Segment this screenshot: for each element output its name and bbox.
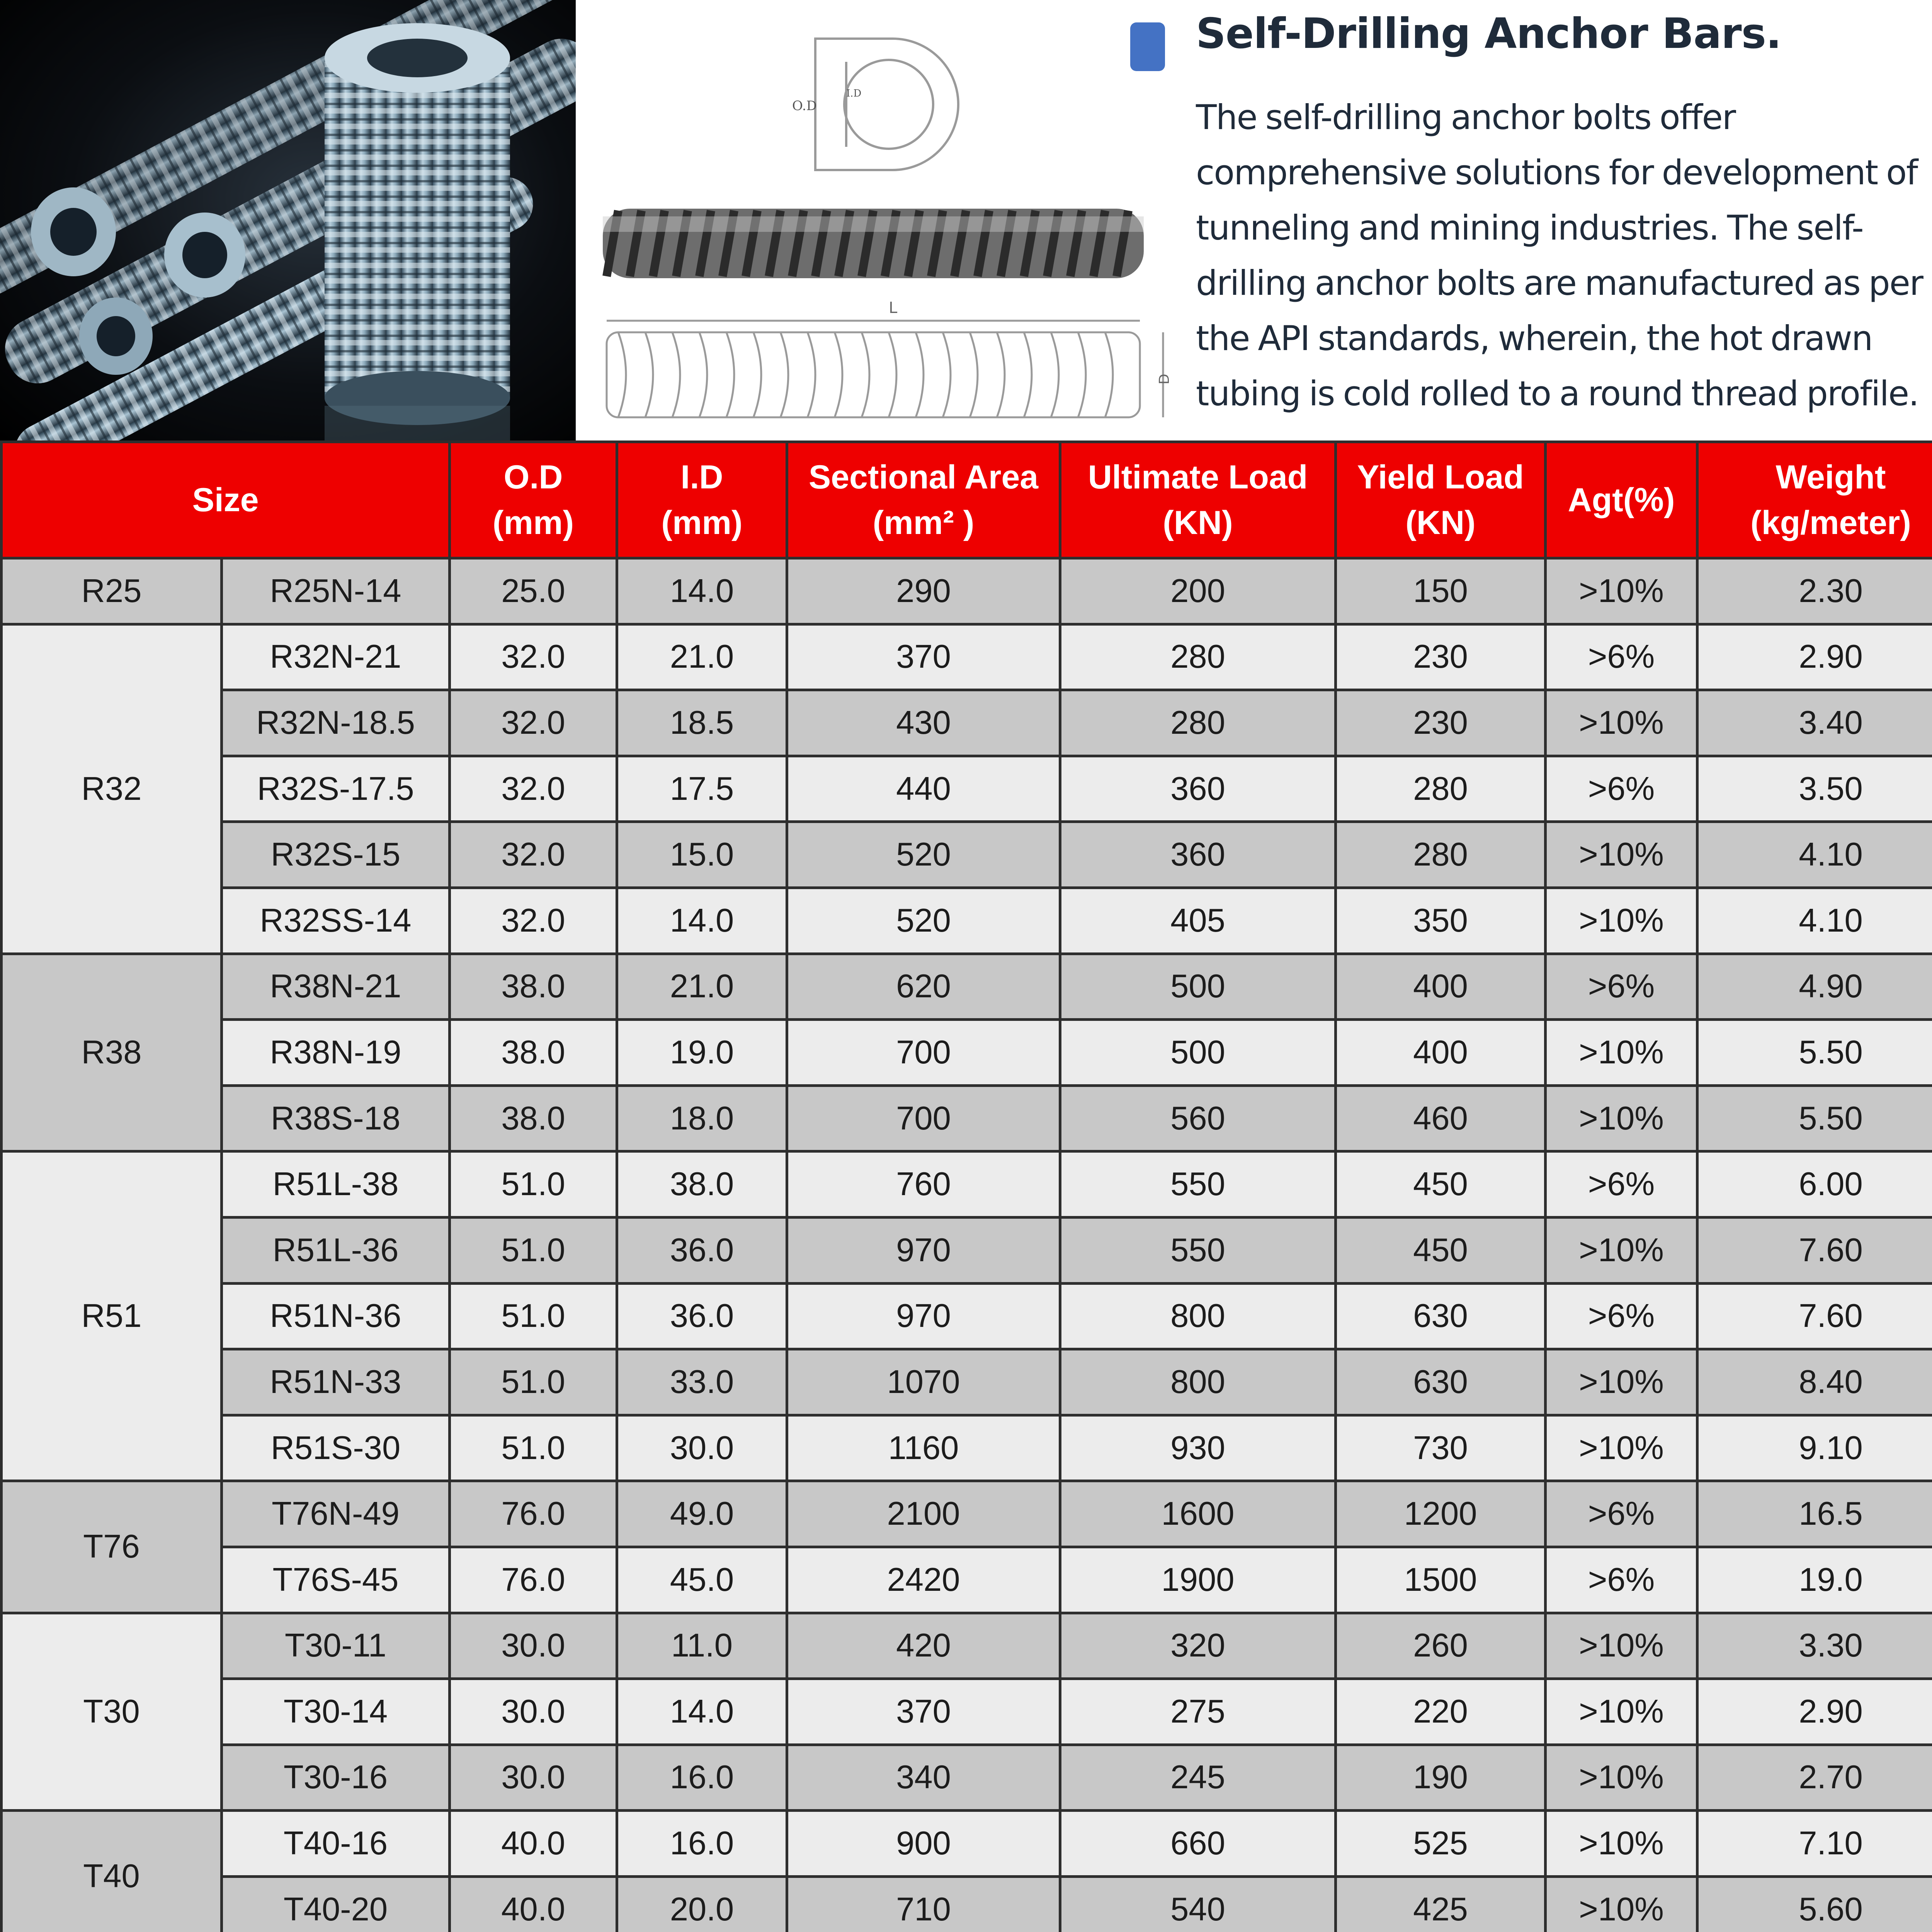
ultimate-load-cell: 500 (1060, 954, 1336, 1020)
table-row (2, 1876, 1932, 1932)
yield-load-cell: 425 (1336, 1876, 1546, 1932)
ultimate-load-cell: 1900 (1060, 1547, 1336, 1613)
yield-load-cell: 350 (1336, 888, 1546, 954)
table-row (2, 1151, 1932, 1218)
od-cell: 51.0 (450, 1283, 617, 1349)
ultimate-load-cell: 360 (1060, 822, 1336, 888)
agt-cell: >10% (1546, 1613, 1697, 1679)
weight-cell: 9.10 (1697, 1415, 1932, 1481)
ultimate-load-cell: 245 (1060, 1745, 1336, 1811)
area-cell: 420 (787, 1613, 1060, 1679)
od-cell: 32.0 (450, 756, 617, 822)
header-id (617, 442, 787, 558)
header-weight-title: Weight (1776, 459, 1886, 496)
agt-cell: >10% (1546, 822, 1697, 888)
table-row (2, 1415, 1932, 1481)
anchor-bars-illustration (0, 0, 576, 440)
weight-cell: 16.5 (1697, 1481, 1932, 1547)
agt-cell: >10% (1546, 1020, 1697, 1086)
agt-cell: >10% (1546, 888, 1697, 954)
ultimate-load-cell: 280 (1060, 624, 1336, 690)
area-cell: 520 (787, 888, 1060, 954)
area-cell: 970 (787, 1283, 1060, 1349)
od-cell: 38.0 (450, 1085, 617, 1151)
yield-load-cell: 525 (1336, 1811, 1546, 1877)
header-od (450, 442, 617, 558)
agt-cell: >10% (1546, 1217, 1697, 1283)
table-row (2, 1613, 1932, 1679)
length-label: L (889, 299, 898, 317)
area-cell: 2420 (787, 1547, 1060, 1613)
od-cell: 30.0 (450, 1613, 617, 1679)
agt-cell: >6% (1546, 1283, 1697, 1349)
ultimate-load-cell: 500 (1060, 1020, 1336, 1086)
area-cell: 370 (787, 624, 1060, 690)
yield-load-cell: 630 (1336, 1349, 1546, 1415)
table-row (2, 1085, 1932, 1151)
od-cell: 30.0 (450, 1679, 617, 1745)
id-cell: 30.0 (617, 1415, 787, 1481)
yield-load-cell: 400 (1336, 1020, 1546, 1086)
ultimate-load-cell: 320 (1060, 1613, 1336, 1679)
weight-cell: 3.40 (1697, 690, 1932, 756)
ultimate-load-cell: 550 (1060, 1151, 1336, 1218)
model-cell: R51N-36 (222, 1283, 450, 1349)
model-cell: R32SS-14 (222, 888, 450, 954)
agt-cell: >10% (1546, 1876, 1697, 1932)
weight-cell: 5.50 (1697, 1085, 1932, 1151)
weight-cell: 5.50 (1697, 1020, 1932, 1086)
yield-load-cell: 280 (1336, 756, 1546, 822)
id-cell: 38.0 (617, 1151, 787, 1218)
yield-load-cell: 190 (1336, 1745, 1546, 1811)
id-cell: 14.0 (617, 888, 787, 954)
table-row (2, 1547, 1932, 1613)
technical-drawing (576, 0, 1194, 440)
spec-table (0, 440, 1932, 1932)
yield-load-cell: 150 (1336, 558, 1546, 624)
id-cell: 20.0 (617, 1876, 787, 1932)
size-group-cell: T76 (2, 1481, 222, 1613)
weight-cell: 7.10 (1697, 1811, 1932, 1877)
od-cell: 38.0 (450, 1020, 617, 1086)
model-cell: R32S-15 (222, 822, 450, 888)
area-cell: 710 (787, 1876, 1060, 1932)
weight-cell: 2.90 (1697, 1679, 1932, 1745)
ultimate-load-cell: 1600 (1060, 1481, 1336, 1547)
yield-load-cell: 1500 (1336, 1547, 1546, 1613)
page-title: Self-Drilling Anchor Bars. (1196, 10, 1781, 58)
od-cell: 30.0 (450, 1745, 617, 1811)
od-cell: 51.0 (450, 1151, 617, 1218)
table-row (2, 1349, 1932, 1415)
table-row (2, 558, 1932, 624)
model-cell: T40-20 (222, 1876, 450, 1932)
agt-cell: >6% (1546, 756, 1697, 822)
weight-cell: 4.10 (1697, 888, 1932, 954)
model-cell: R32S-17.5 (222, 756, 450, 822)
od-cell: 32.0 (450, 624, 617, 690)
header-yield-load (1336, 442, 1546, 558)
yield-load-cell: 450 (1336, 1151, 1546, 1218)
od-cell: 76.0 (450, 1481, 617, 1547)
od-cell: 76.0 (450, 1547, 617, 1613)
size-group-cell: R25 (2, 558, 222, 624)
model-cell: R51L-36 (222, 1217, 450, 1283)
ultimate-load-cell: 930 (1060, 1415, 1336, 1481)
table-row (2, 1679, 1932, 1745)
model-cell: R51S-30 (222, 1415, 450, 1481)
od-cell: 51.0 (450, 1415, 617, 1481)
id-cell: 49.0 (617, 1481, 787, 1547)
table-row (2, 1745, 1932, 1811)
id-cell: 33.0 (617, 1349, 787, 1415)
header-size: Size (2, 442, 450, 558)
model-cell: T30-16 (222, 1745, 450, 1811)
ultimate-load-cell: 275 (1060, 1679, 1336, 1745)
size-group-cell: T30 (2, 1613, 222, 1811)
yield-load-cell: 400 (1336, 954, 1546, 1020)
model-cell: T30-14 (222, 1679, 450, 1745)
header-weight-unit: (kg/meter) (1750, 504, 1911, 541)
ultimate-load-cell: 360 (1060, 756, 1336, 822)
agt-cell: >6% (1546, 1151, 1697, 1218)
agt-cell: >10% (1546, 1811, 1697, 1877)
weight-cell: 3.50 (1697, 756, 1932, 822)
table-row (2, 1217, 1932, 1283)
agt-cell: >10% (1546, 1085, 1697, 1151)
header-yield-title: Yield Load (1357, 459, 1524, 496)
od-cell: 40.0 (450, 1876, 617, 1932)
header-agt: Agt(%) (1546, 442, 1697, 558)
weight-cell: 3.30 (1697, 1613, 1932, 1679)
weight-cell: 5.60 (1697, 1876, 1932, 1932)
yield-load-cell: 280 (1336, 822, 1546, 888)
ultimate-load-cell: 560 (1060, 1085, 1336, 1151)
yield-load-cell: 730 (1336, 1415, 1546, 1481)
weight-cell: 2.90 (1697, 624, 1932, 690)
yield-load-cell: 230 (1336, 690, 1546, 756)
area-cell: 2100 (787, 1481, 1060, 1547)
agt-cell: >10% (1546, 1349, 1697, 1415)
area-cell: 760 (787, 1151, 1060, 1218)
id-cell: 16.0 (617, 1811, 787, 1877)
product-photo (0, 0, 576, 440)
od-label: O.D (792, 98, 817, 114)
ultimate-load-cell: 200 (1060, 558, 1336, 624)
id-label: I.D (846, 88, 862, 99)
header-area-title: Sectional Area (808, 459, 1039, 496)
weight-cell: 2.70 (1697, 1745, 1932, 1811)
od-cell: 32.0 (450, 822, 617, 888)
agt-cell: >6% (1546, 954, 1697, 1020)
agt-cell: >10% (1546, 558, 1697, 624)
id-cell: 16.0 (617, 1745, 787, 1811)
yield-load-cell: 630 (1336, 1283, 1546, 1349)
id-cell: 21.0 (617, 624, 787, 690)
header-od-unit: (mm) (492, 504, 574, 541)
yield-load-cell: 1200 (1336, 1481, 1546, 1547)
table-row (2, 1283, 1932, 1349)
id-cell: 45.0 (617, 1547, 787, 1613)
id-cell: 36.0 (617, 1217, 787, 1283)
header-yield-unit: (KN) (1405, 504, 1476, 541)
id-cell: 11.0 (617, 1613, 787, 1679)
agt-cell: >6% (1546, 1547, 1697, 1613)
id-cell: 14.0 (617, 558, 787, 624)
od-cell: 32.0 (450, 888, 617, 954)
agt-cell: >10% (1546, 1415, 1697, 1481)
area-cell: 1160 (787, 1415, 1060, 1481)
area-cell: 290 (787, 558, 1060, 624)
area-cell: 520 (787, 822, 1060, 888)
ultimate-load-cell: 550 (1060, 1217, 1336, 1283)
product-description: The self-drilling anchor bolts offer comprehensive solutions for development of tunneling and mining industries. The self-drilling anchor bolts are manufactured as per the API standards, wherein, the hot drawn tubing is cold rolled to a round thread profile. (1196, 97, 1923, 413)
yield-load-cell: 230 (1336, 624, 1546, 690)
yield-load-cell: 220 (1336, 1679, 1546, 1745)
model-cell: T76N-49 (222, 1481, 450, 1547)
id-cell: 17.5 (617, 756, 787, 822)
header-ultimate-title: Ultimate Load (1088, 459, 1308, 496)
header-ultimate-unit: (KN) (1163, 504, 1233, 541)
weight-cell: 7.60 (1697, 1217, 1932, 1283)
id-cell: 21.0 (617, 954, 787, 1020)
id-cell: 18.0 (617, 1085, 787, 1151)
area-cell: 1070 (787, 1349, 1060, 1415)
ultimate-load-cell: 800 (1060, 1349, 1336, 1415)
weight-cell: 4.10 (1697, 822, 1932, 888)
header-area-unit: (mm² ) (872, 504, 975, 541)
agt-cell: >10% (1546, 1745, 1697, 1811)
area-cell: 440 (787, 756, 1060, 822)
header-od-title: O.D (503, 459, 563, 496)
id-cell: 36.0 (617, 1283, 787, 1349)
model-cell: R32N-18.5 (222, 690, 450, 756)
area-cell: 700 (787, 1020, 1060, 1086)
yield-load-cell: 460 (1336, 1085, 1546, 1151)
area-cell: 340 (787, 1745, 1060, 1811)
header-ultimate-load (1060, 442, 1336, 558)
weight-cell: 7.60 (1697, 1283, 1932, 1349)
od-cell: 51.0 (450, 1217, 617, 1283)
diameter-label: D (1156, 374, 1172, 384)
od-cell: 38.0 (450, 954, 617, 1020)
header-sectional-area (787, 442, 1060, 558)
table-row (2, 822, 1932, 888)
id-cell: 15.0 (617, 822, 787, 888)
od-cell: 40.0 (450, 1811, 617, 1877)
header-id-unit: (mm) (661, 504, 743, 541)
size-group-cell: R51 (2, 1151, 222, 1481)
size-group-cell: R38 (2, 954, 222, 1151)
weight-cell: 19.0 (1697, 1547, 1932, 1613)
table-row (2, 1020, 1932, 1086)
model-cell: R51L-38 (222, 1151, 450, 1218)
size-group-cell: T40 (2, 1811, 222, 1932)
header-id-title: I.D (680, 459, 723, 496)
yield-load-cell: 260 (1336, 1613, 1546, 1679)
model-cell: R51N-33 (222, 1349, 450, 1415)
area-cell: 900 (787, 1811, 1060, 1877)
ultimate-load-cell: 800 (1060, 1283, 1336, 1349)
weight-cell: 6.00 (1697, 1151, 1932, 1218)
area-cell: 700 (787, 1085, 1060, 1151)
ultimate-load-cell: 540 (1060, 1876, 1336, 1932)
agt-cell: >10% (1546, 690, 1697, 756)
header-weight (1697, 442, 1932, 558)
model-cell: T40-16 (222, 1811, 450, 1877)
model-cell: R32N-21 (222, 624, 450, 690)
model-cell: R25N-14 (222, 558, 450, 624)
area-cell: 970 (787, 1217, 1060, 1283)
model-cell: R38N-19 (222, 1020, 450, 1086)
table-row (2, 756, 1932, 822)
table-row (2, 1481, 1932, 1547)
agt-cell: >10% (1546, 1679, 1697, 1745)
area-cell: 620 (787, 954, 1060, 1020)
table-body (2, 558, 1932, 1932)
od-cell: 51.0 (450, 1349, 617, 1415)
id-cell: 14.0 (617, 1679, 787, 1745)
model-cell: R38S-18 (222, 1085, 450, 1151)
ultimate-load-cell: 660 (1060, 1811, 1336, 1877)
agt-cell: >6% (1546, 624, 1697, 690)
table-row (2, 954, 1932, 1020)
yield-load-cell: 450 (1336, 1217, 1546, 1283)
agt-cell: >6% (1546, 1481, 1697, 1547)
table-row (2, 690, 1932, 756)
od-cell: 25.0 (450, 558, 617, 624)
model-cell: T30-11 (222, 1613, 450, 1679)
bar-dimension-drawing (576, 0, 1194, 440)
size-group-cell: R32 (2, 624, 222, 954)
weight-cell: 8.40 (1697, 1349, 1932, 1415)
table-header-row (2, 442, 1932, 558)
id-cell: 18.5 (617, 690, 787, 756)
model-cell: R38N-21 (222, 954, 450, 1020)
ultimate-load-cell: 405 (1060, 888, 1336, 954)
title-accent-mark (1130, 22, 1165, 71)
area-cell: 370 (787, 1679, 1060, 1745)
ultimate-load-cell: 280 (1060, 690, 1336, 756)
table-row (2, 888, 1932, 954)
od-cell: 32.0 (450, 690, 617, 756)
table-row (2, 1811, 1932, 1877)
model-cell: T76S-45 (222, 1547, 450, 1613)
weight-cell: 4.90 (1697, 954, 1932, 1020)
id-cell: 19.0 (617, 1020, 787, 1086)
weight-cell: 2.30 (1697, 558, 1932, 624)
table-row (2, 624, 1932, 690)
area-cell: 430 (787, 690, 1060, 756)
